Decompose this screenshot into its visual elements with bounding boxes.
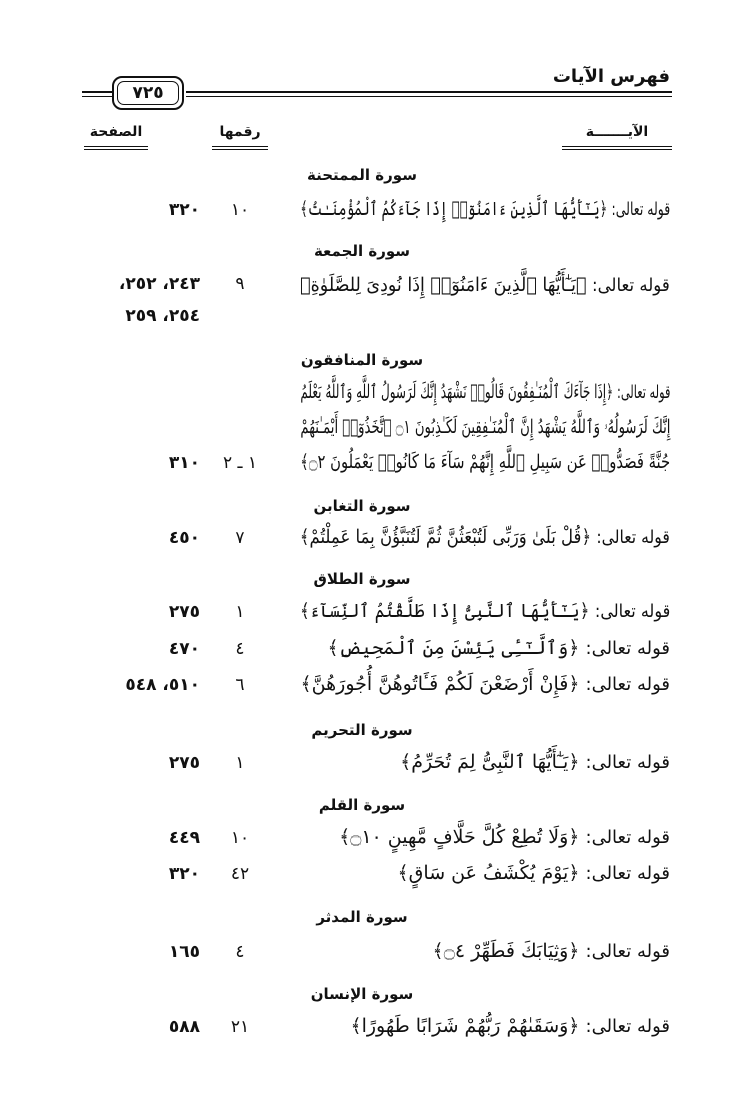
ayah-number: ١٠ [230, 828, 250, 848]
page-number: ٧٢٥ [117, 81, 179, 105]
surah-title: سورة المنافقون [300, 351, 424, 369]
column-underline [212, 146, 268, 147]
entry-prefix: قوله تعالى: [596, 527, 670, 548]
entry-prefix: قوله تعالى: [585, 1016, 670, 1037]
entry-prefix: قوله تعالى: [611, 199, 670, 220]
ayah-quote: ﴿فَإِنْ أَرْضَعْنَ لَكُمْ فَـَٔاتُوهُنَّ أُجُورَهُنَّ﴾ [300, 673, 580, 695]
page-ref: ٤٤٩ [168, 828, 200, 848]
page-ref: ٥٨٨ [168, 1017, 200, 1037]
ayah-number: ٤ [235, 942, 245, 962]
ayah-quote: ﴿يَـٰٓأَيُّهَا ٱلَّذِينَ ءَامَنُوٓا۟ إِذَا نُودِىَ لِلصَّلَوٰةِ﴾ [300, 274, 587, 296]
ayah-quote: ﴿إِذَا جَآءَكَ ٱلْمُنَـٰفِقُونَ قَالُوا۟ نَشْهَدُ إِنَّكَ لَرَسُولُ ٱللَّهِ وَٱللَّهُ يَعْلَمُ [300, 381, 613, 403]
header-rule-left [82, 91, 112, 93]
column-header-number [212, 124, 268, 150]
page-title: فهرس الآيات [552, 66, 670, 87]
ayah-entry [433, 940, 670, 962]
ayah-quote: ﴿وَسَقَىٰهُمْ رَبُّهُمْ شَرَابًا طَهُورًا﴾ [350, 1015, 580, 1037]
surah-title: سورة الإنسان [310, 985, 414, 1003]
column-header-number-label: رقمها [219, 124, 261, 140]
page-ref: ٣٢٠ [168, 200, 200, 220]
ayah-quote: ﴿قُلْ بَلَىٰ وَرَبِّى لَتُبْعَثُنَّ ثُمَّ لَتُنَبَّؤُنَّ بِمَا عَمِلْتُمْ﴾ [299, 526, 592, 548]
page-ref-continued: ٢٥٤، ٢٥٩ [125, 306, 200, 326]
ayah-quote: ﴿يَـٰٓأَيُّهَا ٱلنَّبِىُّ إِذَا طَلَّقْتُمُ ٱلنِّسَآءَ﴾ [299, 600, 590, 622]
ayah-entry [398, 862, 670, 884]
header-rule [186, 91, 672, 93]
header-rule-left [82, 96, 112, 97]
ayah-number: ٢١ [230, 1017, 250, 1037]
entry-prefix: قوله تعالى: [585, 827, 670, 848]
ayah-quote: ﴿وَلَا تُطِعْ كُلَّ حَلَّافٍ مَّهِينٍ ۝١٠﴾ [339, 826, 580, 848]
surah-title: سورة التحريم [311, 721, 413, 739]
ayah-number: ٤ [235, 639, 245, 659]
entry-prefix: قوله تعالى: [585, 863, 670, 884]
ayah-entry [300, 381, 670, 403]
ayah-entry [300, 600, 670, 622]
ayah-quote-continued: جُنَّةً فَصَدُّوا۟ عَن سَبِيلِ ٱللَّهِ إِنَّهُمْ سَآءَ مَا كَانُوا۟ يَعْمَلُونَ ۝٢﴾ [300, 451, 670, 473]
entry-prefix: قوله تعالى: [592, 275, 670, 296]
column-header-ayah [562, 124, 672, 150]
ayah-entry [300, 198, 670, 220]
column-underline [84, 146, 148, 147]
entry-prefix: قوله تعالى: [585, 941, 670, 962]
page-ref: ٣١٠ [168, 453, 200, 473]
ayah-entry [339, 826, 670, 848]
page-ref: ٢٧٥ [168, 602, 200, 622]
ayah-entry [300, 274, 670, 296]
surah-title: سورة الممتحنة [307, 166, 417, 184]
ayah-entry [300, 526, 670, 548]
ayah-number: ١٠ [230, 200, 250, 220]
entry-prefix: قوله تعالى: [585, 638, 670, 659]
column-underline [562, 149, 672, 150]
column-header-ayah-label: الآيـــــــة [585, 124, 649, 140]
ayah-number: ٩ [235, 274, 245, 294]
ayah-quote-continued: إِنَّكَ لَرَسُولُهُۥ وَٱللَّهُ يَشْهَدُ إِنَّ ٱلْمُنَـٰفِقِينَ لَكَـٰذِبُونَ ۝١ ٱتَّخَذُوٓا۟ أَيْمَـٰنَهُمْ [299, 416, 670, 438]
entry-prefix: قوله تعالى: [616, 382, 670, 403]
page-ref: ٥١٠، ٥٤٨ [125, 675, 200, 695]
surah-title: سورة المدثر [316, 908, 408, 926]
entry-prefix: قوله تعالى: [585, 752, 670, 773]
ayah-number: ٦ [235, 675, 245, 695]
ayah-number: ١ [235, 602, 245, 622]
ayah-entry [328, 637, 670, 659]
ayah-number: ٧ [235, 528, 245, 548]
ayah-entry [350, 1015, 670, 1037]
surah-title: سورة الطلاق [313, 570, 411, 588]
ayah-quote: ﴿وَٱلَّـٰٓـِٔى يَئِسْنَ مِنَ ٱلْمَحِيضِ﴾ [327, 637, 580, 659]
column-underline [562, 146, 672, 147]
surah-title: سورة التغابن [313, 497, 411, 515]
column-header-page [84, 124, 148, 150]
ayah-quote: ﴿يَـٰٓأَيُّهَا ٱلَّذِينَ ءَامَنُوٓا۟ إِذَا جَآءَكُمُ ٱلْمُؤْمِنَـٰتُ﴾ [299, 198, 608, 220]
page-ref: ٤٧٠ [168, 639, 200, 659]
page-ref: ٢٧٥ [168, 753, 200, 773]
column-underline [84, 149, 148, 150]
page-ref: ٣٢٠ [168, 864, 200, 884]
ayah-number: ١ [235, 753, 245, 773]
surah-title: سورة الجمعة [313, 242, 411, 260]
page-ref: ٤٥٠ [168, 528, 200, 548]
ayah-number: ١ ـ ٢ [222, 453, 258, 473]
entry-prefix: قوله تعالى: [594, 601, 670, 622]
column-header-page-label: الصفحة [89, 124, 143, 140]
ayah-quote: ﴿يَوْمَ يُكْشَفُ عَن سَاقٍ﴾ [397, 862, 580, 884]
ayah-quote: ﴿يَـٰٓأَيُّهَا ٱلنَّبِىُّ لِمَ تُحَرِّمُ﴾ [400, 751, 580, 773]
page-ref: ٢٤٣، ٢٥٢، [118, 274, 200, 294]
header-rule [186, 96, 672, 97]
ayah-entry [400, 751, 670, 773]
ayah-quote: ﴿وَثِيَابَكَ فَطَهِّرْ ۝٤﴾ [432, 940, 580, 962]
ayah-number: ٤٢ [230, 864, 250, 884]
surah-title: سورة القلم [318, 796, 406, 814]
ayah-entry [301, 673, 670, 695]
page-ref: ١٦٥ [168, 942, 200, 962]
entry-prefix: قوله تعالى: [585, 674, 670, 695]
column-underline [212, 149, 268, 150]
page-number-box [112, 76, 184, 110]
